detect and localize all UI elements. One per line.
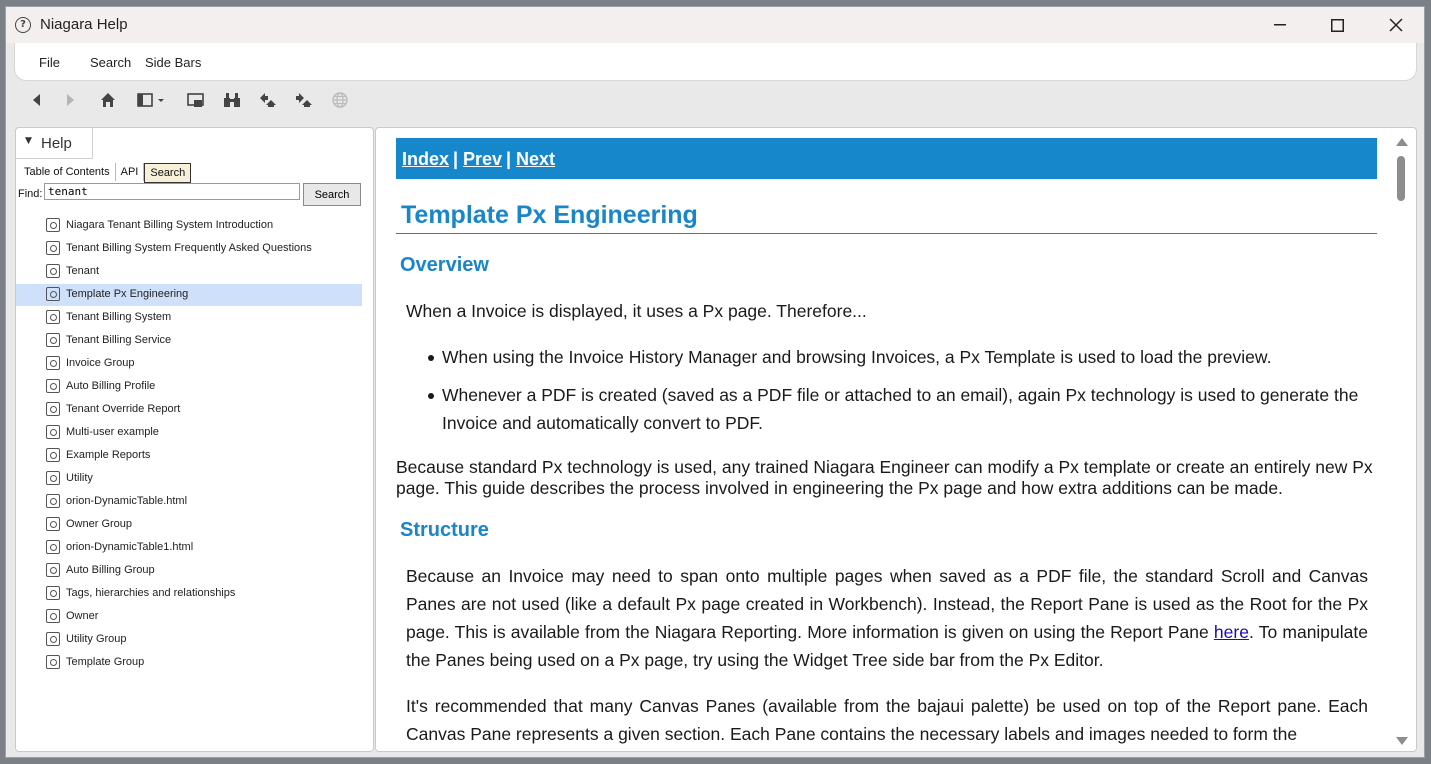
nav-separator: | [506, 149, 512, 169]
nav-prev-link[interactable]: Prev [463, 149, 503, 169]
list-item[interactable]: Template Group [16, 652, 362, 674]
list-item[interactable]: orion-DynamicTable.html [16, 491, 362, 513]
list-item[interactable]: Utility [16, 468, 362, 490]
list-item[interactable]: Tenant Billing System [16, 307, 362, 329]
help-document-icon [46, 425, 60, 439]
help-document-icon [46, 632, 60, 646]
help-document-icon [46, 402, 60, 416]
structure-paragraph-2: It's recommended that many Canvas Panes (available from the bajaui palette) be used on top of the Report pane. Each Canvas Pane represents a given section. Each Pane contains the necessary labels and images needed to form the [406, 696, 1368, 744]
help-sidebar [15, 127, 374, 752]
help-document-icon [46, 241, 60, 255]
back-arrow-icon [31, 93, 41, 107]
collapse-caret-icon[interactable]: ▼ [25, 136, 32, 146]
title-divider [396, 233, 1377, 234]
network-icon [223, 92, 241, 108]
help-document-icon [46, 287, 60, 301]
sync-icon [187, 92, 205, 108]
overview-heading: Overview [400, 254, 489, 276]
help-sidebar-header[interactable] [16, 128, 93, 159]
nav-separator: | [453, 149, 459, 169]
list-item[interactable]: Tenant Billing Service [16, 330, 362, 352]
bullet-icon [428, 393, 434, 399]
bullet-icon [428, 355, 434, 361]
list-item[interactable]: Auto Billing Profile [16, 376, 362, 398]
doc-nav-bar [396, 138, 1377, 179]
menu-file[interactable]: File [39, 55, 60, 70]
globe-icon [332, 92, 348, 108]
overview-bullet-2-line1: Whenever a PDF is created (saved as a PDF file or attached to an email), again Px technology is used to generate the [442, 385, 1359, 405]
sync-button[interactable] [186, 91, 206, 109]
forward-arrow-icon [66, 93, 76, 107]
toolbar [6, 83, 1424, 117]
help-document-icon [46, 218, 60, 232]
nav-index-link[interactable]: Index [402, 149, 450, 169]
menu-bar [14, 43, 1417, 81]
help-document-icon [46, 609, 60, 623]
list-item[interactable]: Tenant [16, 261, 362, 283]
help-app-icon: ? [15, 17, 31, 33]
close-icon [1389, 18, 1403, 32]
list-item[interactable]: Tags, hierarchies and relationships [16, 583, 362, 605]
forward-button[interactable] [61, 91, 81, 109]
side-bar-toggle-button[interactable] [134, 91, 170, 109]
minimize-icon [1274, 24, 1286, 26]
help-document-icon [46, 517, 60, 531]
structure-heading: Structure [400, 519, 489, 541]
list-item[interactable]: Tenant Override Report [16, 399, 362, 421]
globe-button[interactable] [330, 91, 350, 109]
scroll-up-arrow-icon[interactable] [1396, 138, 1408, 146]
help-document-icon [46, 333, 60, 347]
list-item[interactable]: Niagara Tenant Billing System Introduction [16, 215, 362, 237]
list-item[interactable]: Owner Group [16, 514, 362, 536]
help-document-icon [46, 471, 60, 485]
list-item[interactable]: Invoice Group [16, 353, 362, 375]
close-button[interactable] [1367, 7, 1425, 43]
overview-bullet-2-line2: Invoice and automatically convert to PDF. [442, 413, 763, 433]
help-document-icon [46, 494, 60, 508]
help-sidebar-title: Help [41, 135, 72, 152]
list-item[interactable]: Auto Billing Group [16, 560, 362, 582]
help-document-icon [46, 379, 60, 393]
window-title: Niagara Help [40, 16, 128, 33]
help-content-pane [375, 127, 1417, 752]
menu-side-bars[interactable]: Side Bars [145, 55, 202, 70]
overview-bullet-1: When using the Invoice History Manager and browsing Invoices, a Px Template is used to load the preview. [442, 347, 1272, 367]
list-item-selected[interactable]: Template Px Engineering [16, 284, 362, 306]
overview-intro: When a Invoice is displayed, it uses a Px page. Therefore... [406, 301, 867, 321]
list-item[interactable]: orion-DynamicTable1.html [16, 537, 362, 559]
home-icon [100, 92, 116, 108]
menu-search[interactable]: Search [90, 55, 132, 70]
scroll-down-arrow-icon[interactable] [1396, 737, 1408, 745]
report-pane-link[interactable]: here [1213, 622, 1249, 642]
tab-api[interactable]: API [116, 163, 145, 181]
scroll-thumb[interactable] [1397, 156, 1405, 201]
help-document-icon [46, 655, 60, 669]
find-label: Find: [18, 188, 43, 200]
list-item[interactable]: Tenant Billing System Frequently Asked Questions [16, 238, 362, 260]
help-document-icon [46, 264, 60, 278]
overview-para-line1: Because standard Px technology is used, any trained Niagara Engineer can modify a Px template or create an entirely new Px [396, 457, 1373, 477]
search-button[interactable]: Search [303, 183, 361, 206]
help-document-icon [46, 356, 60, 370]
list-item[interactable]: Example Reports [16, 445, 362, 467]
up-level-button[interactable] [258, 91, 278, 109]
help-document-icon [46, 563, 60, 577]
tab-table-of-contents[interactable]: Table of Contents [19, 163, 116, 181]
title-bar [6, 7, 1424, 43]
help-document-icon [46, 310, 60, 324]
maximize-icon [1331, 19, 1344, 32]
sidebar-tabs [19, 163, 191, 181]
maximize-button[interactable] [1308, 7, 1366, 43]
forward-level-icon [295, 92, 313, 108]
list-item[interactable]: Utility Group [16, 629, 362, 651]
network-button[interactable] [222, 91, 242, 109]
help-document-icon [46, 448, 60, 462]
tab-search[interactable]: Search [144, 163, 191, 183]
page-title: Template Px Engineering [401, 201, 698, 229]
forward-level-button[interactable] [294, 91, 314, 109]
list-item[interactable]: Multi-user example [16, 422, 362, 444]
structure-paragraph-1: Because an Invoice may need to span onto multiple pages when saved as a PDF file, the standard Scroll and Canvas Panes are not used (like a default Px page created in Workbench). Instead, the Report Pane is used as the Root for the Px page. This is available from the Niagara Reporting. More information is given on using the Report Pane here. To manipulate the Panes being used on a Px page, try using the Widget Tree side bar from the Px Editor. [406, 566, 1368, 670]
back-button[interactable] [26, 91, 46, 109]
help-document-icon [46, 586, 60, 600]
home-button[interactable] [98, 91, 118, 109]
content-scrollbar[interactable] [1394, 128, 1408, 751]
find-input[interactable]: tenant [44, 183, 300, 200]
help-document-icon [46, 540, 60, 554]
nav-next-link[interactable]: Next [516, 149, 556, 169]
minimize-button[interactable] [1251, 7, 1309, 43]
overview-para-line2: page. This guide describes the process involved in engineering the Px page and how extra additions can be made. [396, 478, 1283, 498]
list-item[interactable]: Owner [16, 606, 362, 628]
up-level-icon [259, 92, 277, 108]
help-window [5, 6, 1425, 758]
side-bar-toggle-icon [137, 92, 167, 108]
